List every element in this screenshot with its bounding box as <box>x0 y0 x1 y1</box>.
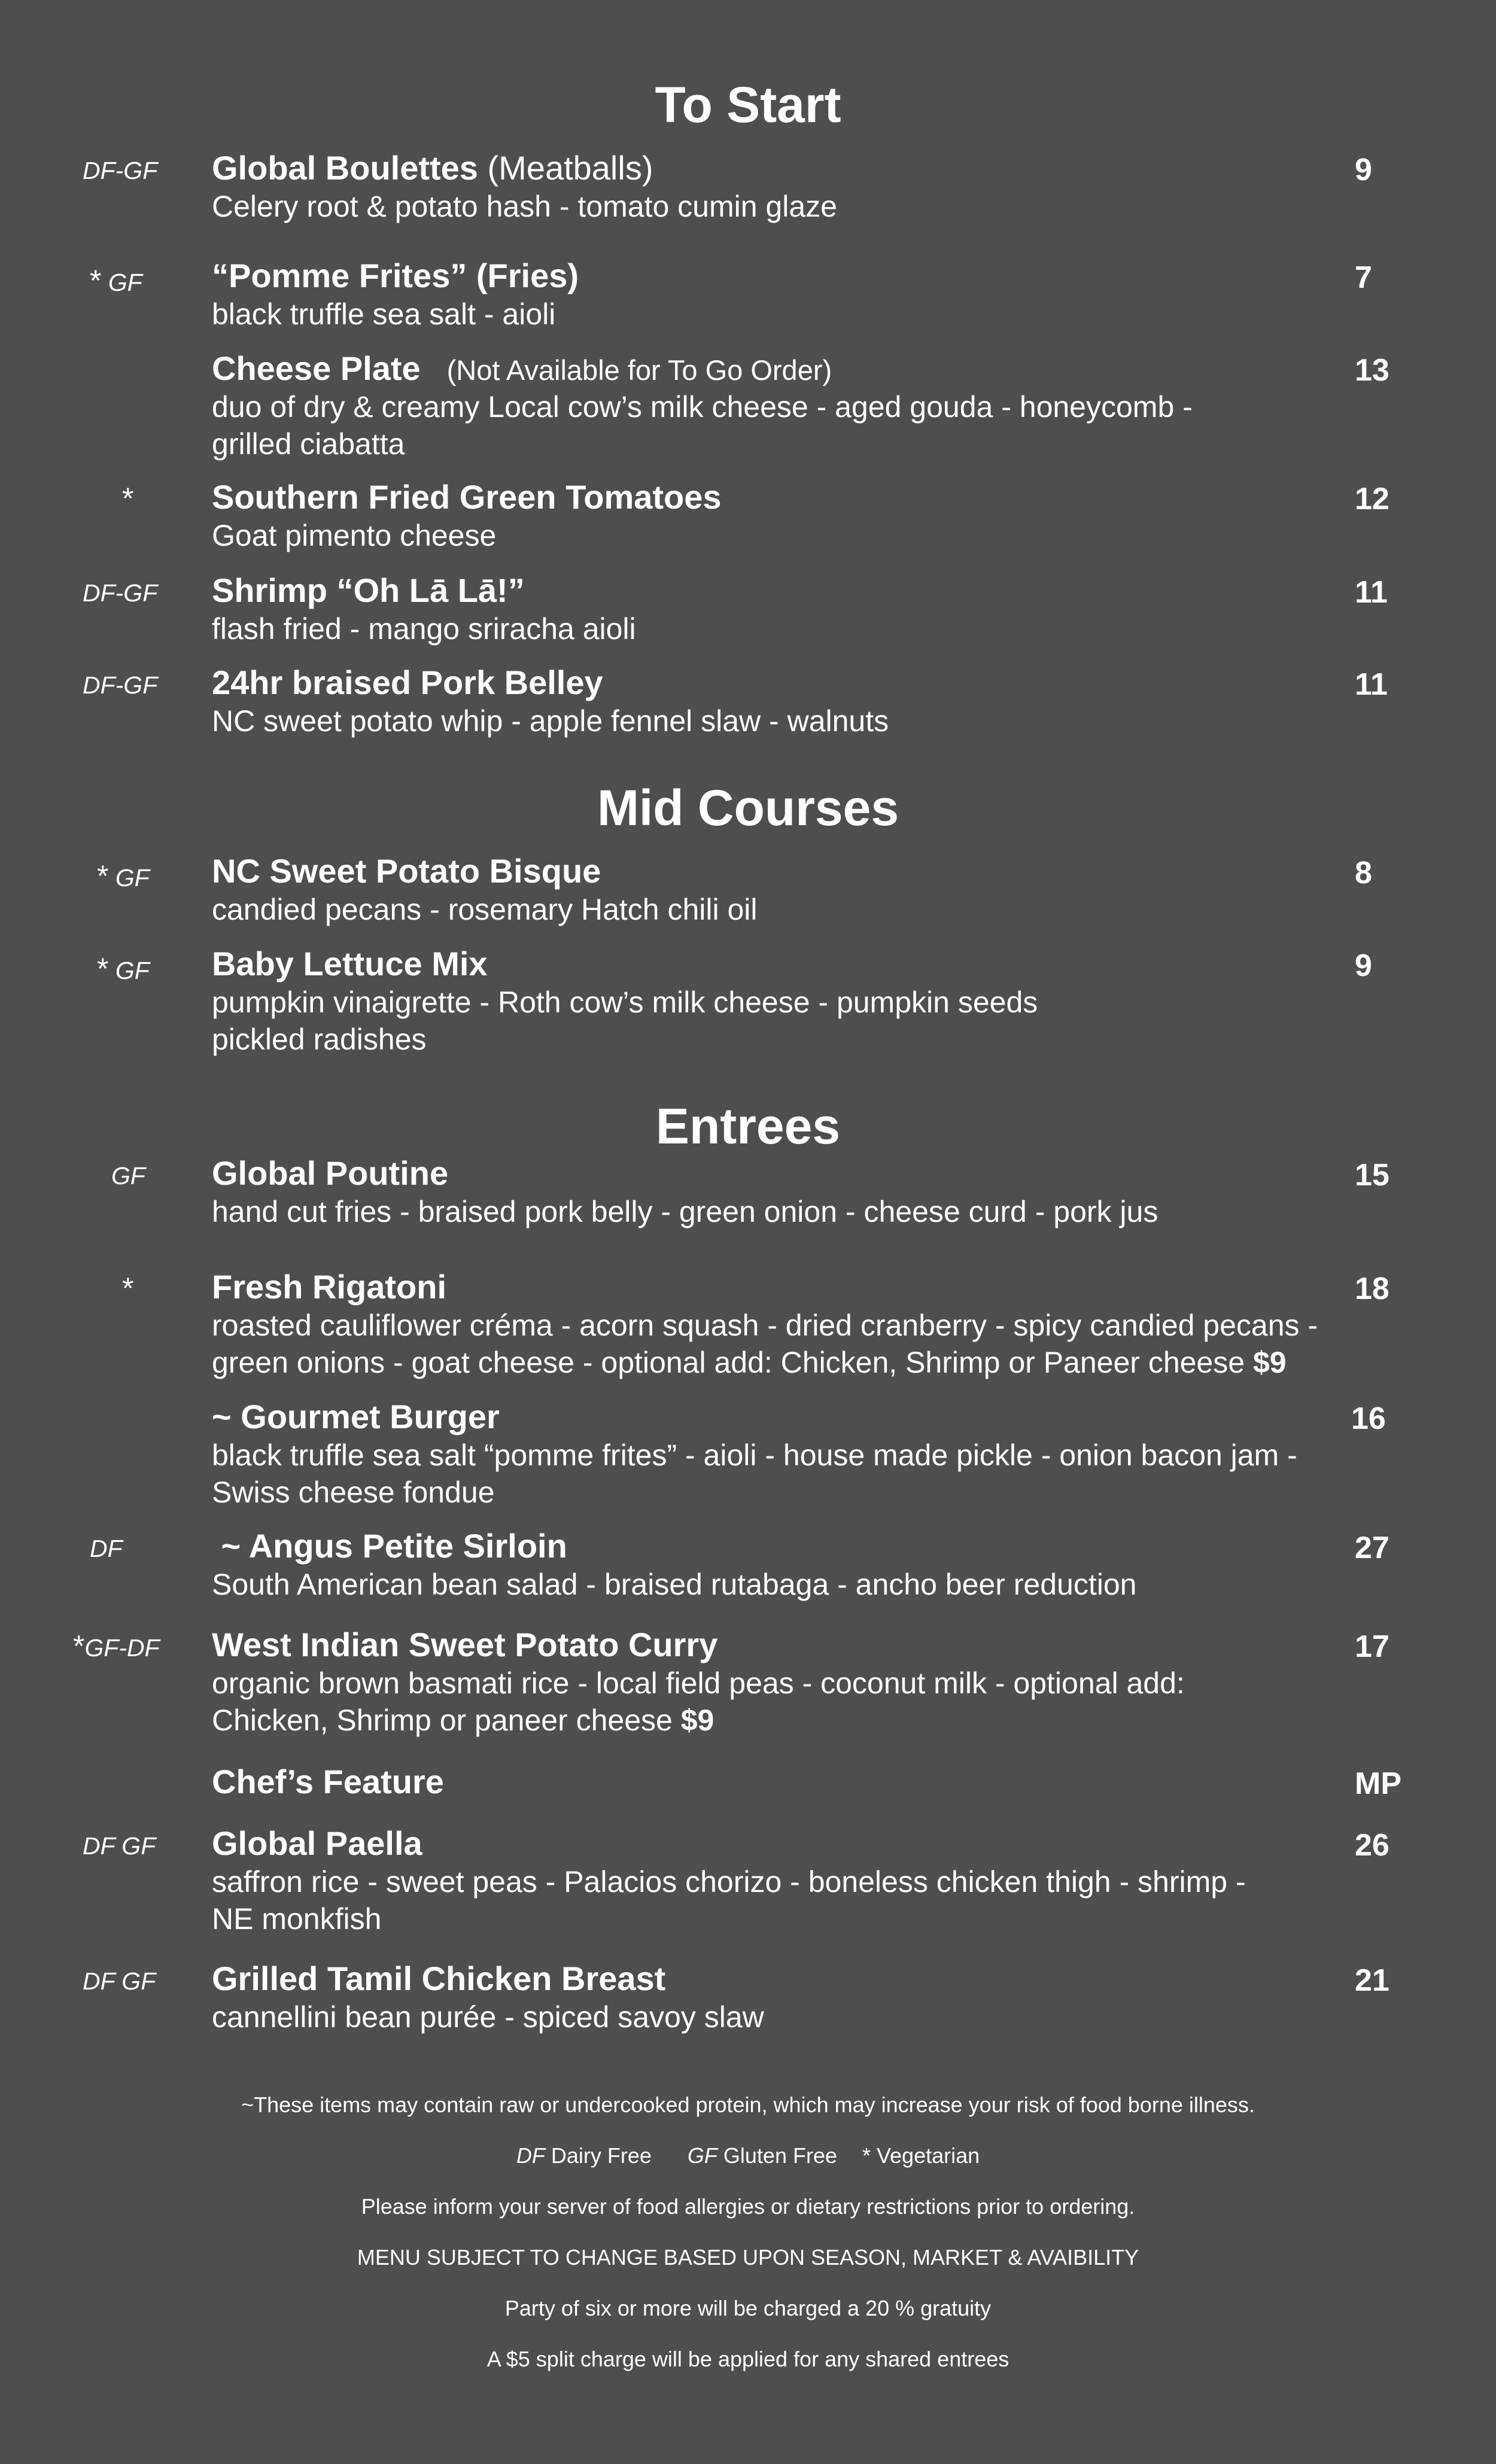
item-name: Shrimp “Oh Lā Lā!” <box>212 571 525 609</box>
item-description-line2: NE monkfish <box>212 1902 382 1936</box>
raw-protein-warning: ~These items may contain raw or undercooked protein, which may increase your risk of food borne illness. <box>241 2092 1255 2117</box>
item-description-line2: pickled radishes <box>212 1023 427 1056</box>
item-name: Baby Lettuce Mix <box>212 945 488 982</box>
add-on-price: $9 <box>1252 1346 1287 1379</box>
legend-df-text: Dairy Free <box>545 2143 652 2168</box>
vegetarian-star: * <box>97 859 109 893</box>
item-name <box>212 150 653 187</box>
item-price: 11 <box>1355 667 1388 702</box>
dietary-legend <box>0 2143 1496 2168</box>
section-title-entrees: Entrees <box>655 1098 841 1154</box>
dietary-tags-text: GF <box>108 864 150 892</box>
gratuity-notice: Party of six or more will be charged a 20 % gratuity <box>504 2296 992 2320</box>
dietary-tags: DF-GF <box>83 579 158 607</box>
allergy-notice: Please inform your server of food allergies or dietary restrictions prior to ordering. <box>361 2194 1135 2219</box>
dietary-tags <box>122 1271 133 1306</box>
item-description-line2-text: green onions - goat cheese - optional add: Chicken, Shrimp or Paneer cheese <box>212 1346 1253 1379</box>
dietary-tags <box>73 1629 160 1663</box>
item-price: 7 <box>1355 260 1372 295</box>
item-price: 16 <box>1351 1401 1386 1436</box>
section-title-mid-courses: Mid Courses <box>597 780 899 836</box>
add-on-price: $9 <box>680 1703 714 1737</box>
item-price: 27 <box>1355 1531 1389 1565</box>
vegetarian-star: * <box>122 1271 134 1305</box>
menu-change-notice: MENU SUBJECT TO CHANGE BASED UPON SEASON, MARKET & AVAIBILITY <box>357 2245 1139 2270</box>
item-name-text: Cheese Plate <box>212 349 421 387</box>
item-description: black truffle sea salt - aioli <box>212 297 556 331</box>
item-note: (Not Available for To Go Order) <box>446 354 832 386</box>
item-price: 11 <box>1355 575 1388 610</box>
item-name: Fresh Rigatoni <box>212 1268 447 1306</box>
dietary-tags: DF GF <box>83 1967 156 1995</box>
item-description: roasted cauliflower créma - acorn squash - dried cranberry - spicy candied pecans - <box>212 1309 1318 1342</box>
section-title-to-start: To Start <box>655 77 841 133</box>
dietary-tags: DF-GF <box>83 671 158 699</box>
item-description: cannellini bean purée - spiced savoy slaw <box>212 2000 764 2034</box>
item-name: Grilled Tamil Chicken Breast <box>212 1960 666 1997</box>
item-name: Global Paella <box>212 1824 422 1862</box>
item-price: 9 <box>1355 153 1372 187</box>
item-description-line2 <box>212 1702 714 1739</box>
item-description: hand cut fries - braised pork belly - green onion - cheese curd - pork jus <box>212 1195 1159 1228</box>
item-name: 24hr braised Pork Belley <box>212 664 603 701</box>
dietary-tags: GF <box>111 1162 145 1190</box>
dietary-tags: DF-GF <box>83 157 158 184</box>
item-description: Goat pimento cheese <box>212 519 497 552</box>
item-description: black truffle sea salt “pomme frites” - aioli - house made pickle - onion bacon jam - <box>212 1438 1297 1472</box>
vegetarian-star: * <box>97 952 109 985</box>
item-price: 8 <box>1355 856 1372 890</box>
item-name: “Pomme Frites” (Fries) <box>212 257 579 294</box>
item-name: Southern Fried Green Tomatoes <box>212 478 722 516</box>
item-description: Celery root & potato hash - tomato cumin glaze <box>212 190 837 223</box>
dietary-tags: DF <box>90 1535 123 1562</box>
item-description-line2 <box>212 1344 1287 1381</box>
item-price: 12 <box>1355 482 1389 516</box>
dietary-tags <box>122 481 133 516</box>
item-description: candied pecans - rosemary Hatch chili oil <box>212 893 758 926</box>
item-name-paren: (Meatballs) <box>478 149 653 187</box>
split-charge-notice: A $5 split charge will be applied for any shared entrees <box>486 2347 1010 2371</box>
item-description: flash fried - mango sriracha aioli <box>212 612 636 646</box>
item-price: 21 <box>1355 1963 1389 1998</box>
item-description-line2: grilled ciabatta <box>212 427 405 461</box>
item-price: 9 <box>1355 948 1372 983</box>
item-description-line2: Swiss cheese fondue <box>212 1476 495 1509</box>
dietary-tags-text: GF-DF <box>84 1634 160 1662</box>
legend-gf-text: Gluten Free <box>717 2143 837 2168</box>
item-name: ~ Gourmet Burger <box>212 1398 500 1435</box>
dietary-tags <box>90 263 142 298</box>
legend-df-abbr: DF <box>516 2143 545 2168</box>
item-description: pumpkin vinaigrette - Roth cow’s milk cheese - pumpkin seeds <box>212 985 1038 1019</box>
vegetarian-star: * <box>122 482 134 515</box>
item-description-line2-text: Chicken, Shrimp or paneer cheese <box>212 1703 681 1737</box>
dietary-tags: DF GF <box>83 1832 156 1860</box>
item-description: duo of dry & creamy Local cow’s milk cheese - aged gouda - honeycomb - <box>212 390 1193 424</box>
legend-gf-abbr: GF <box>687 2143 717 2168</box>
item-name: Global Poutine <box>212 1154 449 1192</box>
item-name-text: Global Boulettes <box>212 149 478 187</box>
dietary-tags-text: GF <box>101 269 142 296</box>
dietary-tags <box>97 859 150 893</box>
item-name: West Indian Sweet Potato Curry <box>212 1626 718 1663</box>
item-name: ~ Angus Petite Sirloin <box>212 1527 567 1565</box>
item-price: 17 <box>1355 1629 1389 1664</box>
item-description: NC sweet potato whip - apple fennel slaw - walnuts <box>212 704 889 738</box>
item-description: organic brown basmati rice - local field peas - coconut milk - optional add: <box>212 1666 1185 1700</box>
item-name: Chef’s Feature <box>212 1763 444 1800</box>
legend-vegetarian: * Vegetarian <box>862 2143 980 2168</box>
item-price: MP <box>1355 1766 1401 1801</box>
item-name <box>212 350 832 387</box>
item-price: 18 <box>1355 1271 1389 1306</box>
item-price: 13 <box>1355 353 1389 388</box>
dietary-tags-text: GF <box>108 957 150 984</box>
dietary-tags <box>97 951 150 986</box>
vegetarian-star: * <box>73 1629 85 1663</box>
item-price: 15 <box>1355 1158 1389 1193</box>
item-price: 26 <box>1355 1828 1389 1863</box>
item-name: NC Sweet Potato Bisque <box>212 852 601 890</box>
item-description: South American bean salad - braised rutabaga - ancho beer reduction <box>212 1568 1137 1601</box>
vegetarian-star: * <box>90 264 102 297</box>
item-description: saffron rice - sweet peas - Palacios chorizo - boneless chicken thigh - shrimp - <box>212 1865 1246 1899</box>
